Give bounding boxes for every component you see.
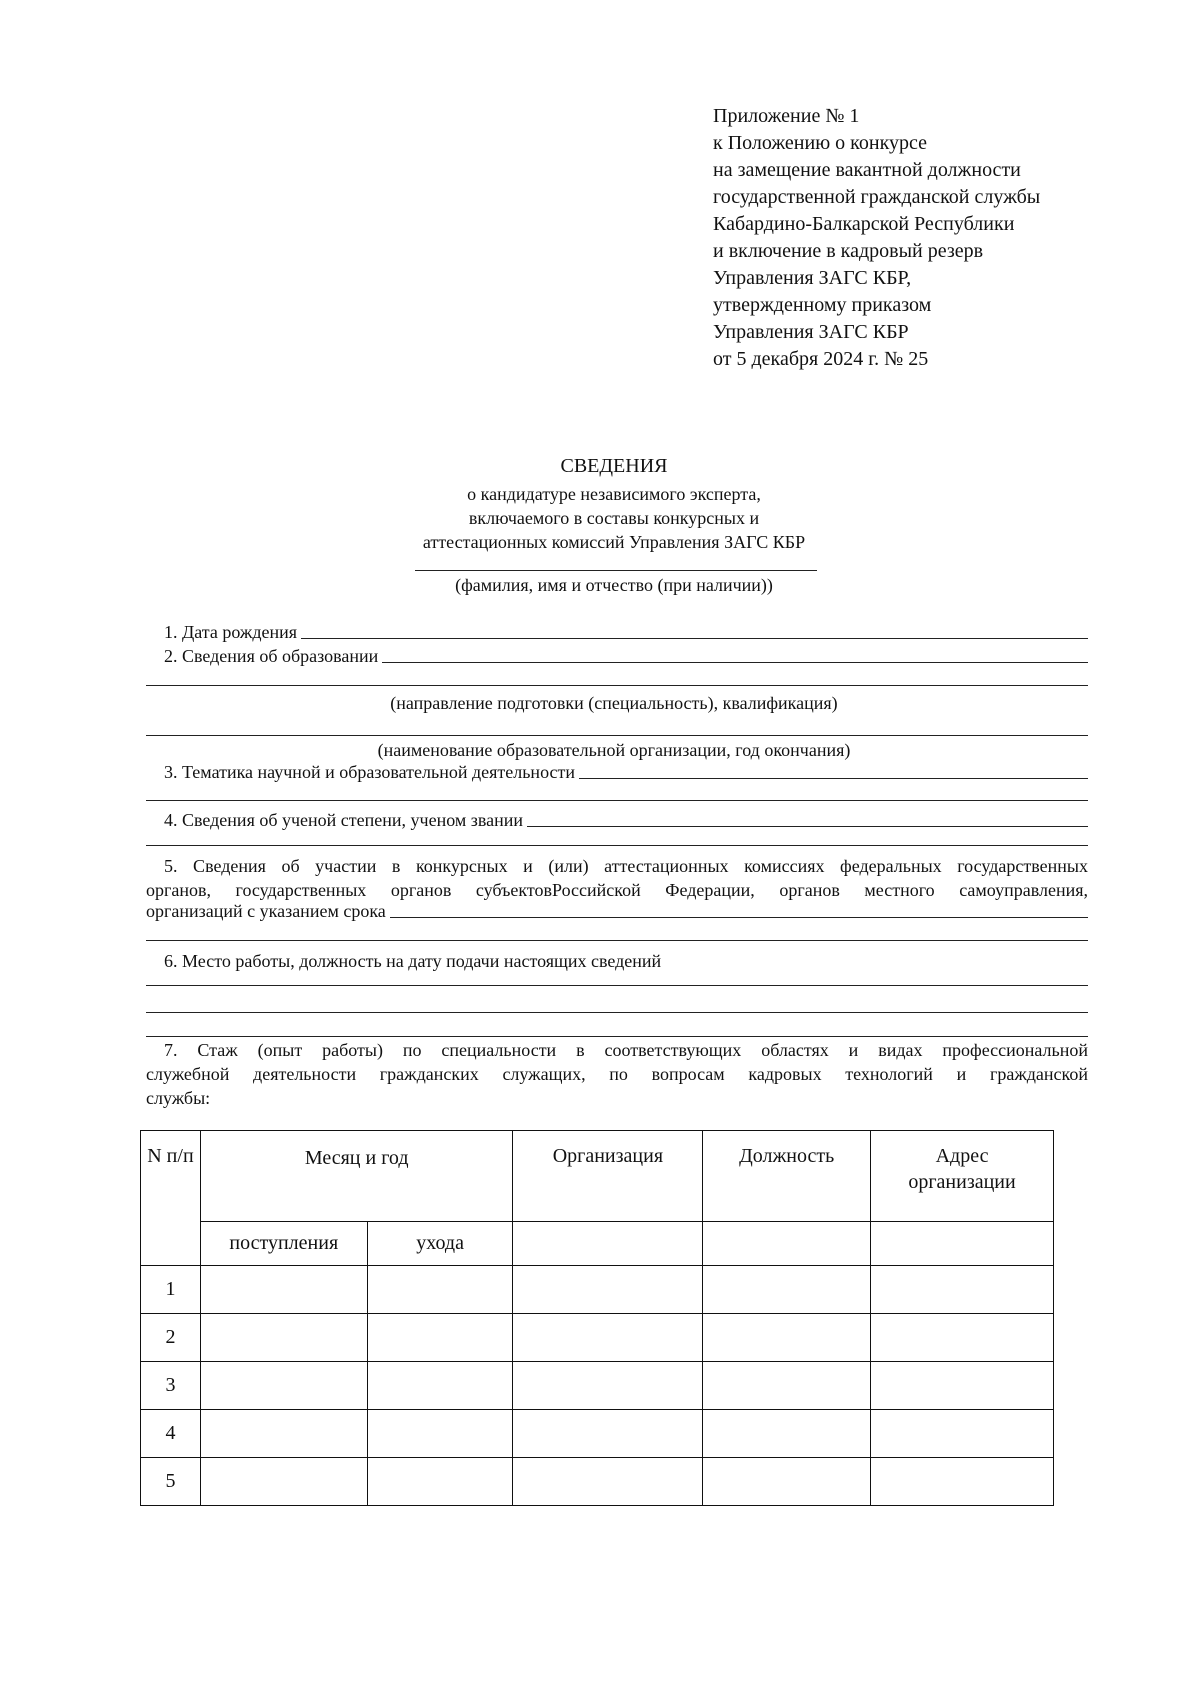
table-cell[interactable] <box>513 1222 703 1266</box>
education-line[interactable] <box>146 685 1088 686</box>
experience-paragraph-line1: 7. Стаж (опыт работы) по специальности в соответствующих областях и видах профессиональной <box>164 1040 1088 1060</box>
table-cell[interactable] <box>513 1266 703 1314</box>
header-cell-start: поступления <box>200 1222 367 1266</box>
table-cell[interactable] <box>367 1314 513 1362</box>
row-number: 5 <box>141 1458 201 1506</box>
header-line: утвержденному приказом <box>713 294 932 316</box>
table-cell[interactable] <box>367 1410 513 1458</box>
table-cell[interactable] <box>200 1314 367 1362</box>
header-cell-month-year: Месяц и год <box>200 1131 513 1222</box>
education-field[interactable] <box>164 646 1088 667</box>
header-line: государственной гражданской службы <box>713 186 1041 208</box>
title-subline: аттестационных комиссий Управления ЗАГС КБР <box>422 532 806 552</box>
header-line: Приложение № 1 <box>713 105 860 127</box>
table-cell[interactable] <box>703 1458 871 1506</box>
table-cell[interactable] <box>871 1362 1054 1410</box>
name-input-line[interactable] <box>415 570 817 571</box>
header-cell-end: ухода <box>367 1222 513 1266</box>
header-cell-address <box>871 1131 1054 1222</box>
title-subline: включаемого в составы конкурсных и <box>468 508 760 528</box>
header-line: Управления ЗАГС КБР, <box>713 267 912 289</box>
experience-paragraph-line2: служебной деятельности гражданских служащих, по вопросам кадровых технологий и гражданской <box>146 1064 1088 1084</box>
table-cell[interactable] <box>513 1410 703 1458</box>
header-line: на замещение вакантной должности <box>713 159 1021 181</box>
research-label: 3. Тематика научной и образовательной деятельности <box>164 762 576 782</box>
research-line[interactable] <box>146 800 1088 801</box>
research-field[interactable] <box>164 762 1088 783</box>
table-header-row <box>141 1131 1054 1222</box>
table-row <box>141 1458 1054 1506</box>
table-cell[interactable] <box>513 1362 703 1410</box>
table-subheader-row <box>141 1222 1054 1266</box>
table-cell[interactable] <box>367 1362 513 1410</box>
table-cell[interactable] <box>200 1362 367 1410</box>
table-row <box>141 1362 1054 1410</box>
row-number: 4 <box>141 1410 201 1458</box>
education-label: 2. Сведения об образовании <box>164 646 379 666</box>
table-row <box>141 1266 1054 1314</box>
table-cell[interactable] <box>367 1458 513 1506</box>
table-cell[interactable] <box>703 1410 871 1458</box>
name-caption: (фамилия, имя и отчество (при наличии)) <box>455 575 773 595</box>
document-title: СВЕДЕНИЯ <box>560 455 668 477</box>
commissions-line[interactable] <box>146 940 1088 941</box>
table-cell[interactable] <box>513 1458 703 1506</box>
workplace-line[interactable] <box>146 1036 1088 1037</box>
birth-date-field[interactable] <box>164 622 1088 643</box>
row-number: 2 <box>141 1314 201 1362</box>
header-line: и включение в кадровый резерв <box>713 240 984 262</box>
workplace-line[interactable] <box>146 985 1088 986</box>
table-cell[interactable] <box>871 1266 1054 1314</box>
row-number: 3 <box>141 1362 201 1410</box>
experience-table <box>140 1130 1054 1506</box>
workplace-label: 6. Место работы, должность на дату подачи настоящих сведений <box>164 951 662 971</box>
header-line: Кабардино-Балкарской Республики <box>713 213 1015 235</box>
education-caption-institution: (наименование образовательной организации, год окончания) <box>377 740 851 760</box>
experience-paragraph-line3: службы: <box>146 1088 211 1108</box>
table-cell[interactable] <box>703 1362 871 1410</box>
table-row <box>141 1410 1054 1458</box>
header-cell-address-text: Адрес организации <box>908 1145 1016 1193</box>
commissions-field[interactable] <box>146 901 1088 922</box>
degree-field[interactable] <box>164 810 1088 831</box>
education-line[interactable] <box>146 735 1088 736</box>
appendix-header <box>713 103 1040 373</box>
degree-line[interactable] <box>146 845 1088 846</box>
header-cell-number: N п/п <box>141 1131 201 1266</box>
header-cell-organization: Организация <box>513 1131 703 1222</box>
table-cell[interactable] <box>703 1222 871 1266</box>
birth-date-label: 1. Дата рождения <box>164 622 298 642</box>
header-line: Управления ЗАГС КБР <box>713 321 909 343</box>
table-cell[interactable] <box>871 1222 1054 1266</box>
table-cell[interactable] <box>367 1266 513 1314</box>
table-cell[interactable] <box>200 1410 367 1458</box>
table-cell[interactable] <box>703 1266 871 1314</box>
table-row <box>141 1314 1054 1362</box>
commissions-paragraph-line2: органов, государственных органов субъектовРоссийской Федерации, органов местного самоуправления, <box>146 880 1088 900</box>
table-cell[interactable] <box>513 1314 703 1362</box>
header-line: от 5 декабря 2024 г. № 25 <box>713 348 929 370</box>
commissions-label: организаций с указанием срока <box>146 901 386 921</box>
commissions-paragraph-line1: 5. Сведения об участии в конкурсных и (или) аттестационных комиссиях федеральных государственных <box>164 856 1088 876</box>
education-caption-specialty: (направление подготовки (специальность), квалификация) <box>390 693 838 713</box>
table-cell[interactable] <box>200 1266 367 1314</box>
table-cell[interactable] <box>703 1314 871 1362</box>
row-number: 1 <box>141 1266 201 1314</box>
table-cell[interactable] <box>871 1410 1054 1458</box>
header-line: к Положению о конкурсе <box>713 132 927 154</box>
header-cell-position: Должность <box>703 1131 871 1222</box>
degree-label: 4. Сведения об ученой степени, ученом звании <box>164 810 524 830</box>
table-cell[interactable] <box>871 1314 1054 1362</box>
workplace-line[interactable] <box>146 1012 1088 1013</box>
title-subline: о кандидатуре независимого эксперта, <box>467 484 761 504</box>
table-cell[interactable] <box>871 1458 1054 1506</box>
table-cell[interactable] <box>200 1458 367 1506</box>
